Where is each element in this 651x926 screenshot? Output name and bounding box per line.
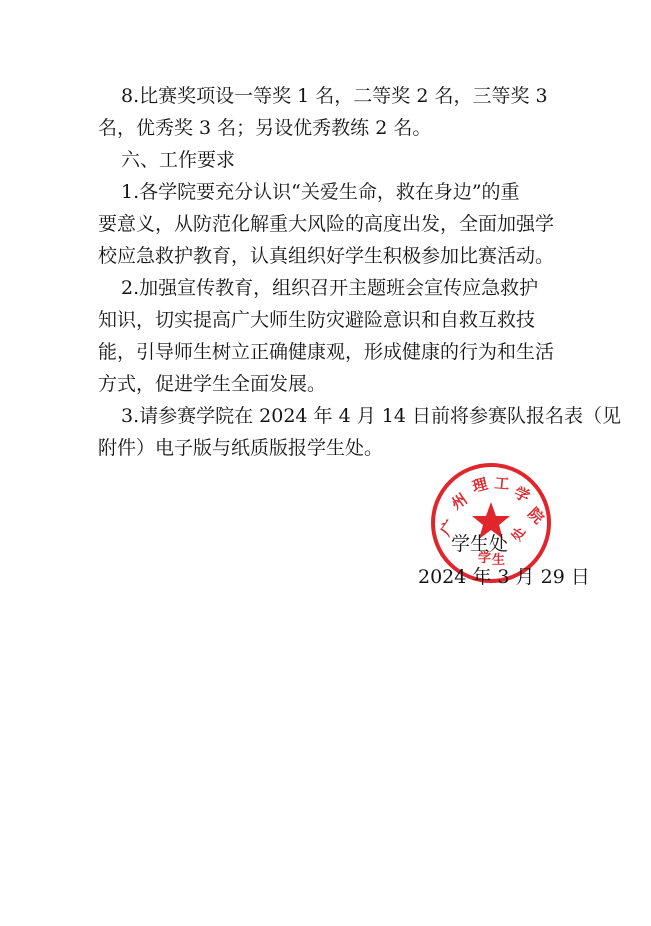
paragraph-line: 附件）电子版与纸质版报学生处。 — [98, 437, 384, 459]
paragraph-line: 知识，切实提高广大师生防灾避险意识和自救互救技 — [98, 309, 536, 331]
svg-text:处: 处 — [509, 525, 529, 544]
paragraph-line: 要意义，从防范化解重大风险的高度出发，全面加强学 — [98, 213, 555, 235]
svg-text:工: 工 — [493, 474, 511, 494]
svg-text:广: 广 — [436, 516, 460, 540]
paragraph-line: 方式，促进学生全面发展。 — [98, 373, 327, 395]
svg-text:生: 生 — [492, 553, 506, 568]
svg-text:学: 学 — [511, 483, 533, 506]
svg-text:理: 理 — [470, 474, 490, 496]
paragraph-line: 名，优秀奖 3 名；另设优秀教练 2 名。 — [98, 117, 432, 139]
paragraph-line: 校应急救护教育，认真组织好学生积极参加比赛活动。 — [98, 245, 555, 267]
signature-date: 2024 年 3 月 29 日 — [418, 566, 590, 588]
svg-text:州: 州 — [447, 489, 471, 514]
svg-text:院: 院 — [524, 504, 548, 528]
paragraph-line: 2.加强宣传教育，组织召开主题班会宣传应急救护 — [121, 277, 539, 299]
section-heading: 六、工作要求 — [121, 149, 236, 171]
paragraph-line: 8.比赛奖项设一等奖 1 名，二等奖 2 名，三等奖 3 — [121, 85, 548, 107]
paragraph-line: 3.请参赛学院在 2024 年 4 月 14 日前将参赛队报名表（见 — [121, 405, 621, 427]
svg-text:学: 学 — [478, 551, 492, 566]
signature-office: 学生处 — [451, 533, 509, 555]
paragraph-line: 1.各学院要充分认识“关爱生命，救在身边”的重 — [121, 181, 520, 203]
paragraph-line: 能，引导师生树立正确健康观，形成健康的行为和生活 — [98, 341, 555, 363]
